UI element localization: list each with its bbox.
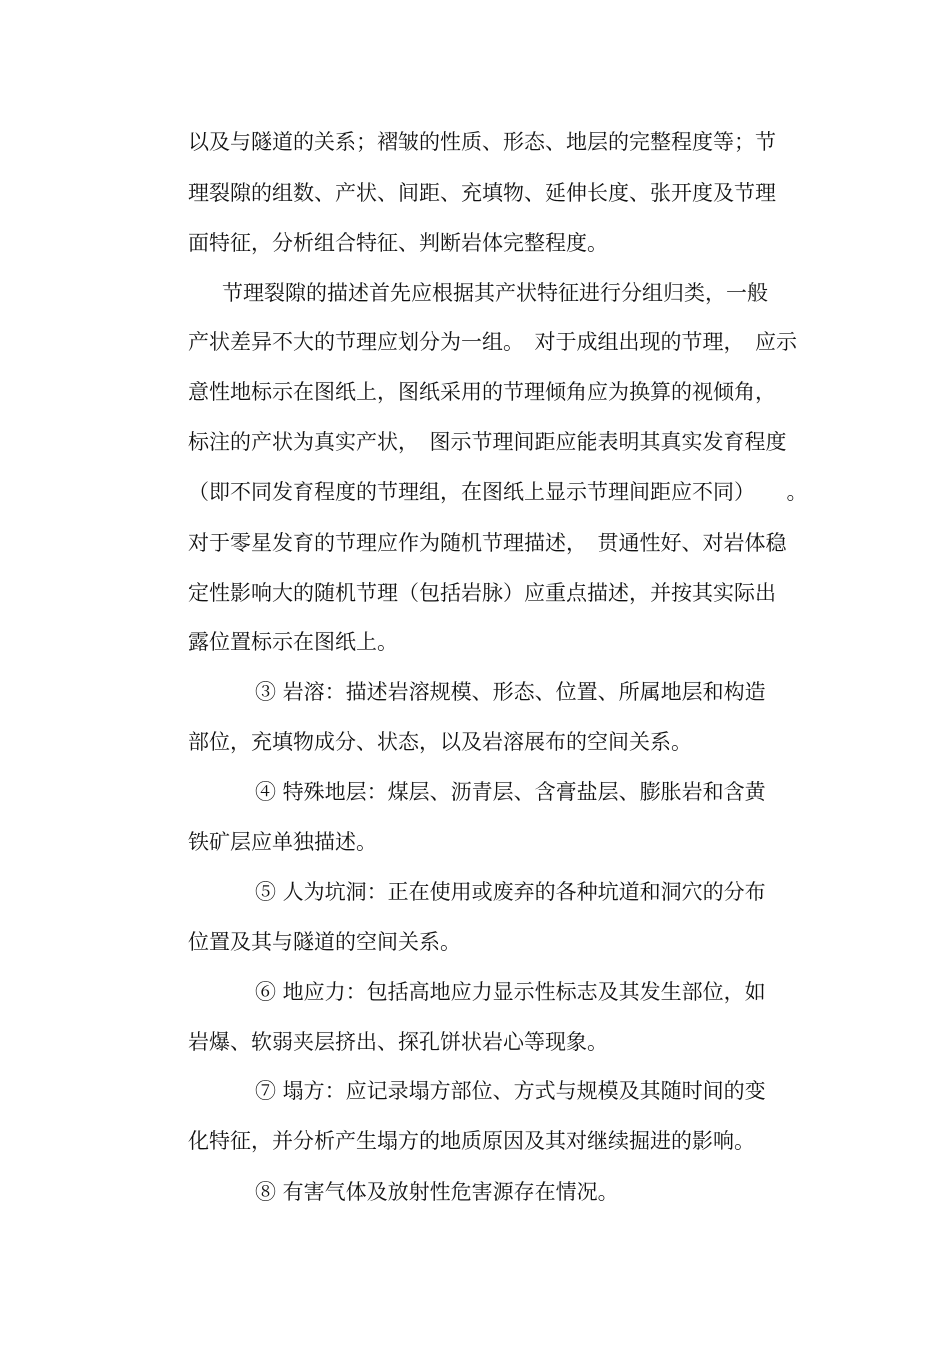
paragraph-line: 面特征，分析组合特征、判断岩体完整程度。 bbox=[188, 231, 608, 255]
list-item-line: ⑤ 人为坑洞：正在使用或废弃的各种坑道和洞穴的分布 bbox=[255, 880, 766, 904]
paragraph-line: 对于零星发育的节理应作为随机节理描述， 贯通性好、对岩体稳 bbox=[188, 531, 787, 555]
paragraph-line: 露位置标示在图纸上。 bbox=[188, 630, 398, 654]
paragraph-line: 以及与隧道的关系；褶皱的性质、形态、地层的完整程度等；节 bbox=[188, 130, 776, 154]
paragraph-line: 位置及其与隧道的空间关系。 bbox=[188, 930, 461, 954]
list-item-line: ⑧ 有害气体及放射性危害源存在情况。 bbox=[255, 1180, 619, 1204]
list-item-line: ⑦ 塌方：应记录塌方部位、方式与规模及其随时间的变 bbox=[255, 1079, 766, 1103]
paragraph-line: （即不同发育程度的节理组，在图纸上显示节理间距应不同） 。 bbox=[188, 480, 808, 504]
paragraph-line: 意性地标示在图纸上，图纸采用的节理倾角应为换算的视倾角， bbox=[188, 380, 776, 404]
paragraph-line: 产状差异不大的节理应划分为一组。 对于成组出现的节理， 应示 bbox=[188, 330, 797, 354]
list-item-line: ④ 特殊地层：煤层、沥青层、含膏盐层、膨胀岩和含黄 bbox=[255, 780, 766, 804]
paragraph-line: 部位，充填物成分、状态，以及岩溶展布的空间关系。 bbox=[188, 730, 692, 754]
paragraph-line: 标注的产状为真实产状， 图示节理间距应能表明其真实发育程度 bbox=[188, 430, 787, 454]
paragraph-line: 理裂隙的组数、产状、间距、充填物、延伸长度、张开度及节理 bbox=[188, 181, 776, 205]
paragraph-line: 铁矿层应单独描述。 bbox=[188, 830, 377, 854]
paragraph-line: 岩爆、软弱夹层挤出、探孔饼状岩心等现象。 bbox=[188, 1030, 608, 1054]
paragraph-line: 定性影响大的随机节理（包括岩脉）应重点描述，并按其实际出 bbox=[188, 581, 776, 605]
paragraph-line: 节理裂隙的描述首先应根据其产状特征进行分组归类，一般 bbox=[222, 281, 768, 305]
list-item-line: ⑥ 地应力：包括高地应力显示性标志及其发生部位，如 bbox=[255, 980, 766, 1004]
paragraph-line: 化特征，并分析产生塌方的地质原因及其对继续掘进的影响。 bbox=[188, 1129, 755, 1153]
list-item-line: ③ 岩溶：描述岩溶规模、形态、位置、所属地层和构造 bbox=[255, 680, 766, 704]
